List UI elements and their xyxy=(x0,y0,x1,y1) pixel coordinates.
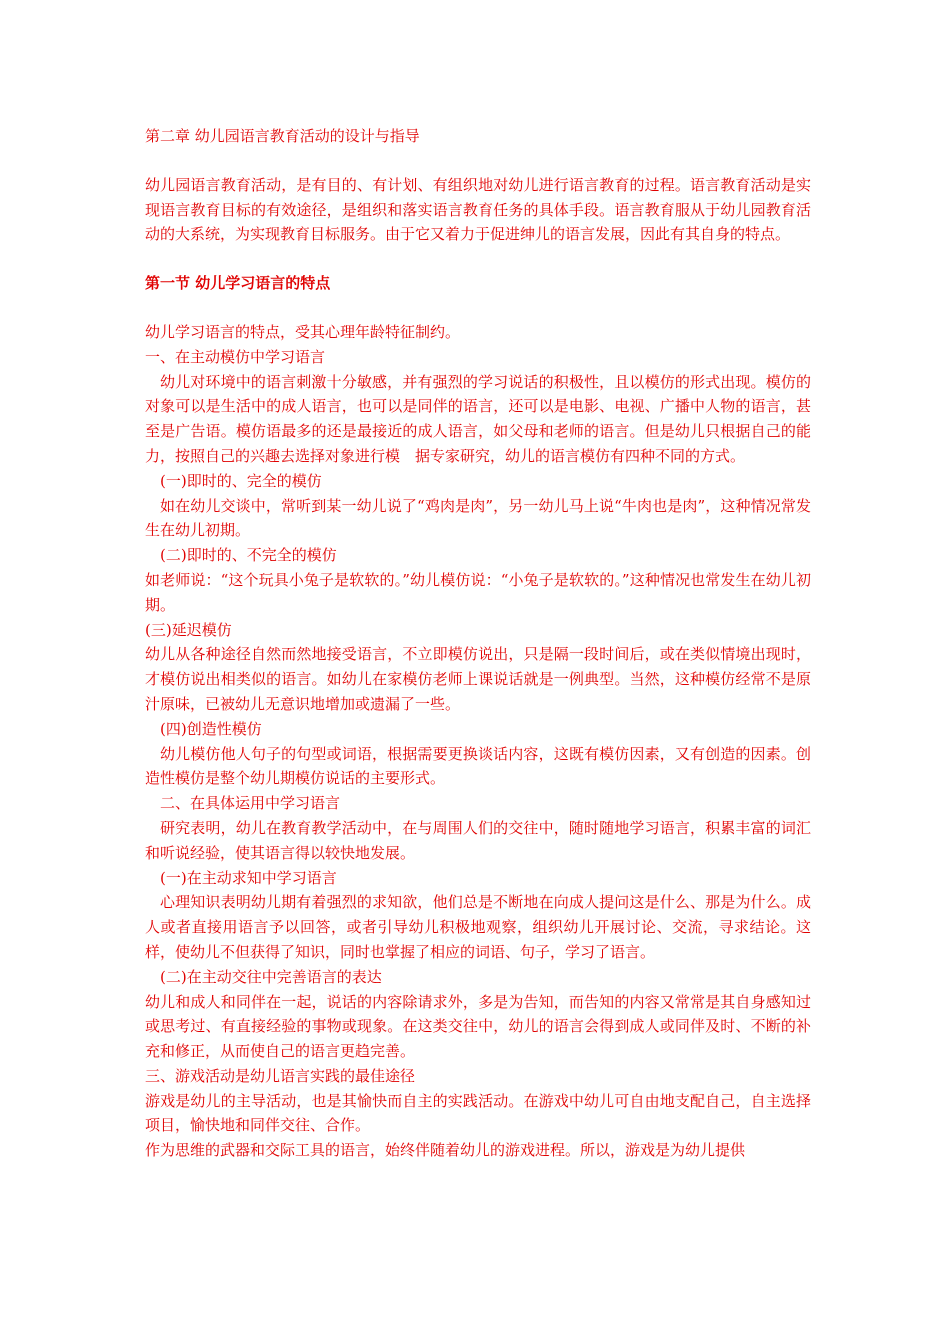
paragraph: 幼儿对环境中的语言刺激十分敏感，并有强烈的学习说话的积极性，且以模仿的形式出现。模仿的对象可以是生活中的成人语言，也可以是同伴的语言，还可以是电影、电视、广播中人物的语言，甚至是广告语。模仿语最多的还是最接近的成人语言，如父母和老师的语言。但是幼儿只根据自己的能力，按照自己的兴趣去选择对象进行模 据专家研究，幼儿的语言模仿有四种不同的方式。 xyxy=(145,372,811,465)
subheading: (一)在主动求知中学习语言 xyxy=(160,868,337,887)
heading-1: 一、在主动模仿中学习语言 xyxy=(145,347,326,366)
subheading: (二)在主动交往中完善语言的表达 xyxy=(160,967,382,986)
subheading: (一)即时的、完全的模仿 xyxy=(160,471,322,490)
subheading: (四)创造性模仿 xyxy=(160,719,262,738)
chapter-title: 第二章 幼儿园语言教育活动的设计与指导 xyxy=(145,127,420,145)
intro-paragraph: 幼儿园语言教育活动，是有目的、有计划、有组织地对幼儿进行语言教育的过程。语言教育活动是实现语言教育目标的有效途径，是组织和落实语言教育任务的具体手段。语言教育服从于幼儿园教育活动的大系统，为实现教育目标服务。由于它又着力于促进绅儿的语言发展，因此有其自身的特点。 xyxy=(145,175,811,244)
paragraph: 游戏是幼儿的主导活动，也是其愉快而自主的实践活动。在游戏中幼儿可自由地支配自己，自主选择项目，愉快地和同伴交往、合作。 xyxy=(145,1091,811,1135)
paragraph: 幼儿和成人和同伴在一起，说话的内容除请求外，多是为告知，而告知的内容又常常是其自身感知过或思考过、有直接经验的事物或现象。在这类交往中，幼儿的语言会得到成人或同伴及时、不断的补充和修正，从而使自己的语言更趋完善。 xyxy=(145,992,811,1061)
paragraph: 研究表明，幼儿在教育教学活动中，在与周围人们的交往中，随时随地学习语言，积累丰富的词汇和听说经验，使其语言得以较快地发展。 xyxy=(145,818,811,862)
heading-2: 二、在具体运用中学习语言 xyxy=(160,794,341,813)
paragraph: 作为思维的武器和交际工具的语言，始终伴随着幼儿的游戏进程。所以，游戏是为幼儿提供 xyxy=(145,1141,746,1160)
subheading: (三)延迟模仿 xyxy=(145,620,232,639)
document-content xyxy=(145,124,811,1163)
paragraph: 心理知识表明幼儿期有着强烈的求知欲，他们总是不断地在向成人提问这是什么、那是为什么。成人或者直接用语言予以回答，或者引导幼儿积极地观察，组织幼儿开展讨论、交流，寻求结论。这样，使幼儿不但获得了知识，同时也掌握了相应的词语、句子，学习了语言。 xyxy=(145,893,811,961)
heading-3: 三、游戏活动是幼儿语言实践的最佳途径 xyxy=(145,1066,416,1085)
subheading: (二)即时的、不完全的模仿 xyxy=(160,546,337,565)
paragraph: 幼儿从各种途径自然而然地接受语言，不立即模仿说出，只是隔一段时间后，或在类似情境出现时，才模仿说出相类似的语言。如幼儿在家模仿老师上课说话就是一例典型。当然，这种模仿经常不是原汁原味，已被幼儿无意识地增加或遗漏了一些。 xyxy=(145,645,811,713)
paragraph: 幼儿学习语言的特点，受其心理年龄特征制约。 xyxy=(145,322,461,341)
paragraph: 幼儿模仿他人句子的句型或词语，根据需要更换谈话内容，这既有模仿因素，又有创造的因素。创造性模仿是整个幼儿期模仿说话的主要形式。 xyxy=(145,744,811,788)
paragraph: 如在幼儿交谈中，常听到某一幼儿说了“鸡肉是肉”，另一幼儿马上说“牛肉也是肉”，这种情况常发生在幼儿初期。 xyxy=(145,496,811,540)
paragraph: 如老师说：“这个玩具小兔子是软软的。”幼儿模仿说：“小兔子是软软的。”这种情况也常发生在幼儿初期。 xyxy=(145,570,811,614)
section-title: 第一节 幼儿学习语言的特点 xyxy=(145,274,331,293)
